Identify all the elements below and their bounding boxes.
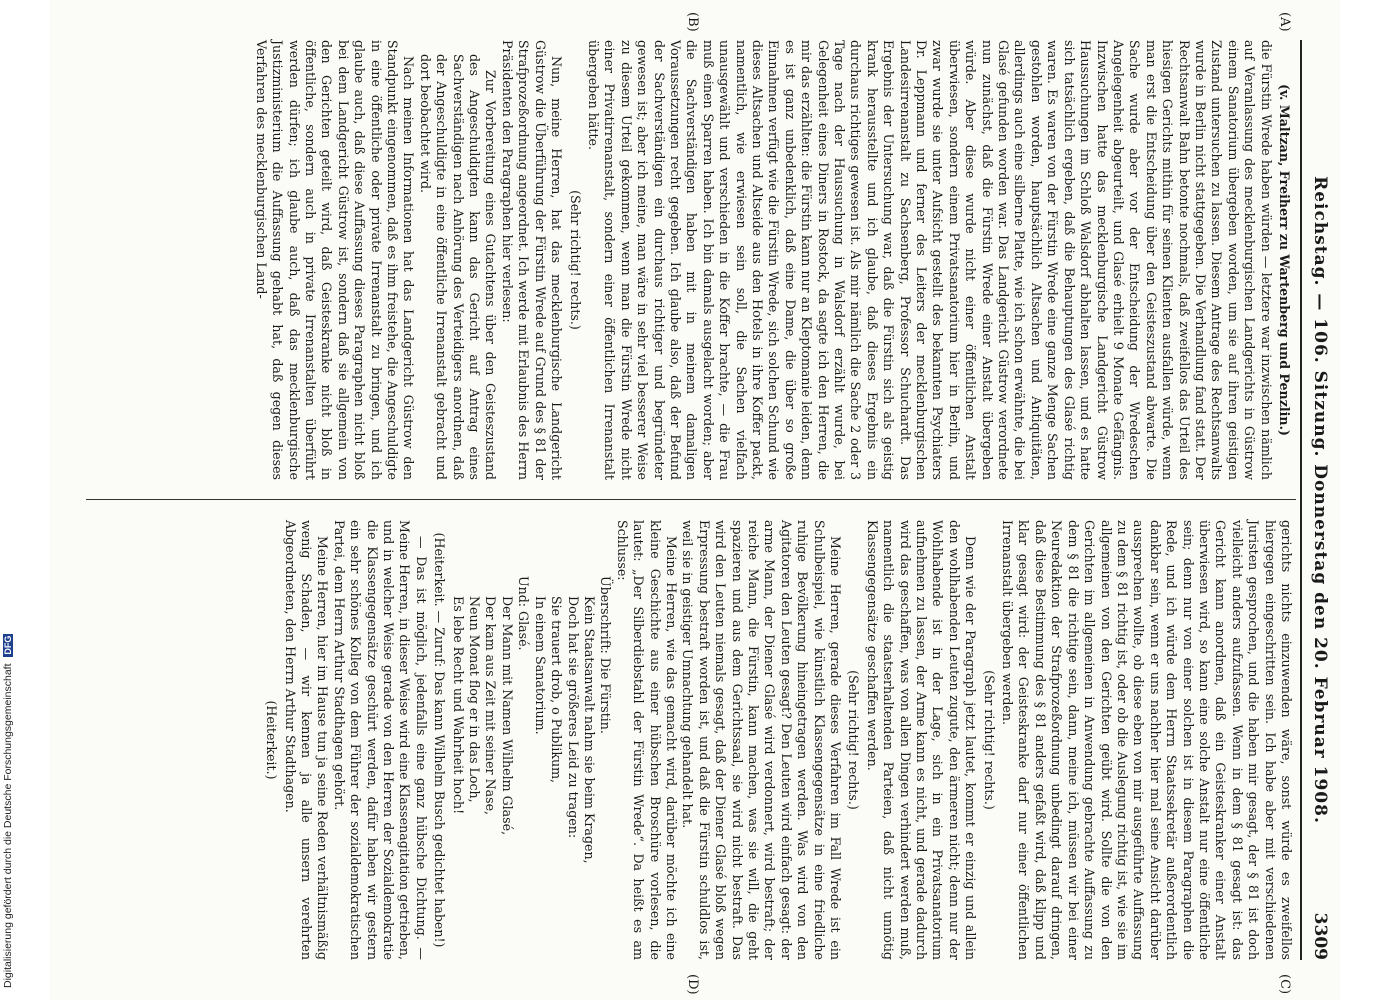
interjection: (Heiterkeit.): [264, 700, 280, 780]
verse-line: Der kam aus Zeit mit seiner Nase,: [483, 596, 499, 816]
right-column: [261, 520, 1294, 960]
verse-line: Kein Staatsanwalt nahm sie beim Kragen,: [581, 596, 597, 864]
interjection: (Sehr richtig! rechts.): [846, 670, 862, 810]
paragraph: Meine Herren, gerade dieses Verfahren im Fall Wrede ist ein Schulbeispiel, wie künstlich Klassengegensätze in eine friedliche ruhige Bevölkerung hineingetragen werden. Was wird von den Agitatoren den Leuten gesagt? Den Leuten wird einfach gesagt: der arme Mann, der Diener Glasé wird verdonnert, wird bestraft; der reiche Mann, die Fürstin, kann machen, was sie will, die geht spazieren und aus dem Gerichtssaal, sie wird nicht bestraft. Das wird den Leuten niemals gesagt, daß der Diener Glasé bloß wegen Erpressung bestraft worden ist, und daß die Fürstin schuldlos ist, weil sie in geistiger Umnachtung gehandelt hat.: [680, 520, 844, 960]
paragraph: Meine Herren, hier im Hause tun ja seine Reden verhältnismäßig wenig Schaden, — wir kennen ja alle unsern verehrten Abgeordneten, den Herrn Arthur Stadthagen.: [282, 520, 331, 960]
verse-line: Doch hat sie größeres Leid zu tragen:: [565, 596, 581, 839]
dfg-logo: DFG: [3, 635, 13, 655]
paragraph: gerichts nichts einzuwenden wäre, sonst würde es zweifellos hiergegen eingeschritten sein. Ich habe aber mit verschiedenen Juristen gesprochen, und die haben mir gesagt, der § 81 ist doch vielleicht anders aufzufassen. Wenn in dem § 81 gesagt ist: das Gericht kann anordnen, daß ein Geisteskranker einer Anstalt überwiesen wird, so kann eine solche Anstalt nur eine öffentliche sein; denn nur von einer solchen ist in diesem Paragraphen die Rede, und ich würde dem Herrn Staatssekretär außerordentlich dankbar sein, wenn er uns nachher hier mal seine Ansicht darüber aussprechen wollte, ob diese eben von mir ausgeführte Auffassung zu dem § 81 richtig ist, oder ob die Auslegung richtig ist, wie sie im allgemeinen von den Gerichten geübt wird. Sollte die von den Gerichten im allgemeinen in Anwendung gebrachte Auffassung zu dem § 81 die richtige sein, dann, meine ich, müssen wir bei einer Neuredaktion der Strafprozeßordnung unbedingt darauf dringen, daß diese Bestimmung des § 81 anders gefaßt wird, daß klipp und klar gesagt wird: der Geisteskranke darf nur einer öffentlichen Irrenanstalt übergeben werden.: [1000, 520, 1294, 960]
margin-mark-b: (B): [685, 12, 700, 32]
verse-line: Sie trauert drob, o Publikum,: [549, 596, 565, 784]
verse-line: In einem Sanatorium.: [532, 596, 548, 735]
margin-mark-c: (C): [1277, 974, 1292, 995]
paragraph: Denn wie der Paragraph jetzt lautet, kommt er einzig und allein den wohlhabenden Leuten zugute, den ärmeren nicht; denn nur der Wohlhabende ist in der Lage, sich in ein Privatsanatorium aufnehmen zu lassen, der Arme kann es nicht, und gerade dadurch wird das geschaffen, was von allen Dingen verhindert werden muß, namentlich die staatserhaltenden Parteien, daß nicht unnötig Klassengegensätze geschaffen werden.: [864, 520, 979, 960]
paragraph: Nun, meine Herren, hat das mecklenburgische Landgericht Güstrow die Überführung der Fürstin Wrede auf Grund des § 81 der Strafprozeßordnung angeordnet. Ich werde mit Erlaubnis des Herrn Präsidenten den Paragraphen hier verlesen:: [499, 40, 565, 480]
paragraph: — Das ist möglich, jedenfalls eine ganz hübsche Dichtung. — Meine Herren, in dieser Weise wird eine Klassenagitation getrieben, und in welcher Weise gerade von den Herren der Sozialdemokratie die Klassengegensätze geschürt werden, dafür haben wir gestern ein sehr schönes Kolleg von dem Führer der sozialdemokratischen Partei, dem Herrn Arthur Stadthagen gehört.: [331, 520, 429, 960]
verse-line: Es lebe Recht und Wahrheit hoch!: [450, 596, 466, 815]
paragraph: Nach meinen Informationen hat das Landgericht Güstrow den Standpunkt eingenommen, daß es ihm freistehe, die Angeschuldigte in eine öffentliche oder private Irrenanstalt zu bringen, und ich glaube auch, daß diese Auffassung dieses Paragraphen nicht bloß bei dem Landgericht Güstrow ist, sondern daß sie allgemein von den Gerichten geteilt wird, daß Geisteskranke nicht bloß in öffentliche, sondern auch in private Irrenanstalten überführt werden dürfen; ich glaube auch, daß das mecklenburgische Justizministerium die Auffassung gehabt hat, daß gegen dieses Verfahren des mecklenburgischen Land-: [253, 40, 417, 480]
interjection: (Heiterkeit. — Zuruf: Das kann Wilhelm Busch gedichtet haben!): [432, 532, 448, 948]
speaker-line: (v. Maltzan, Freiherr zu Wartenberg und Penzlin.): [1277, 84, 1292, 436]
page-number: 3309: [1310, 912, 1330, 960]
page-title: Reichstag. — 106. Sitzung. Donnerstag den 20. Februar 1908.: [1310, 176, 1330, 824]
verse-line: Neun Monat flog er in das Loch,: [467, 596, 483, 803]
page-header: [1304, 40, 1330, 960]
left-column: [252, 40, 1294, 480]
interjection: (Sehr richtig! rechts.): [567, 190, 583, 330]
interjection: (Sehr richtig! rechts.): [981, 670, 997, 810]
margin-mark-d: (D): [685, 974, 700, 995]
margin-mark-a: (A): [1277, 12, 1292, 32]
header-rule: [1300, 40, 1302, 960]
scanned-page: [50, 0, 1340, 1000]
quoted-law-text: Zur Vorbereitung eines Gutachtens über den Geisteszustand des Angeschuldigten kann das Gericht auf Antrag eines Sachverständigen nach Anhörung des Verteidigers anordnen, daß der Angeschuldigte in eine öffentliche Irrenanstalt gebracht und dort beobachtet wird.: [417, 54, 499, 480]
verse-line: Der Mann mit Namen Wilhelm Glasé,: [499, 596, 515, 836]
paragraph: Meine Herren, wie das gemacht wird, darüber möchte ich eine kleine Geschichte aus einer hübschen Broschüre vorlesen, die lautet: „Der Silberdiebstahl der Fürstin Wrede“. Da heißt es am Schlusse:: [614, 520, 679, 960]
sidebar-credit-strip: [0, 0, 22, 1000]
funding-credit-text: Digitalisierung gefördert durch die Deutsche Forschungsgemeinschaft: [2, 663, 14, 988]
funding-credit: [2, 0, 20, 1000]
verse-line: Und: Glasé.: [516, 576, 532, 651]
paragraph: die Fürstin Wrede haben würden — letztere war inzwischen nämlich auf Veranlassung des mecklenburgischen Landgerichts in Güstrow einem Sanatorium übergeben worden, um sie auf ihren geistigen Zustand untersuchen zu lassen. Diesem Antrage des Rechtsanwalts wurde in Berlin nicht stattgegeben. Die Verhandlung fand statt. Der Rechtsanwalt Bahn betonte nochmals, daß zweifellos das Urteil des hiesigen Gerichts mithin für seinen Klienten ausfallen würde, wenn man erst die Entscheidung über den Geisteszustand abwarte. Die Sache wurde aber vor der Entscheidung der Wredeschen Angelegenheit abgeurteilt, und Glasé erhielt 9 Monate Gefängnis. Inzwischen hatte das mecklenburgische Landgericht Güstrow Haussuchungen im Schloß Walsdorf abhalten lassen, und es hatte sich tatsächlich ergeben, daß die Behauptungen des Glasé richtig waren. Es waren von der Fürstin Wrede eine ganze Menge Sachen gestohlen worden, hauptsächlich Altsachen und Antiquitäten, allerdings auch eine silberne Platte, wie ich schon erwähnte, die bei Glasé gefunden worden war. Das Landgericht Güstrow verordnete nun zunächst, daß die Fürstin Wrede einer Anstalt übergeben würde. Aber diese wurde nicht einer öffentlichen Anstalt überwiesen, sondern einem Privatsanatorium hier in Berlin, und zwar wurde sie unter Aufsicht gestellt des bekannten Psychiaters Dr. Leppmann und ferner des Leiters der mecklenburgischen Landesirrenanstalt zu Sachsenberg, Professor Schuchardt. Das Ergebnis der Untersuchung war, daß die Fürstin sich als geistig krank herausstellte und ich glaube, daß dieses Ergebnis ein durchaus richtiges gewesen ist. Als mir nämlich die Sache 2 oder 3 Tage nach der Haussuchung in Walsdorf erzählt wurde, bei Gelegenheit eines Diners in Rostock, da sagte ich den Herren, die mir das erzählten: die Fürstin kann nur an Kleptomanie leiden, denn es ist ganz unbedenklich, daß eine Dame, die über so große Einnahmen verfügt wie die Fürstin Wrede, sich solchen Schund wie dieses Altsachen und Altseide aus den Hotels in ihre Koffer packt, namentlich, wie erwiesen sein soll, die Sachen vielfach unausgewählt und verschieden in die Koffer brachte, — die Frau muß einen Sparren haben. Ich bin damals ausgelacht worden; aber die Sachverständigen haben mit in meinem damaligen Voraussetzungen recht gegeben. Ich glaube also, daß der Befund der Sachverständigen ein durchaus richtiger und begründeter gewesen ist; aber ich meine, man wäre in sehr viel besserer Weise zu diesem Urteil gekommen, wenn man die Fürstin Wrede nicht einer Privatirrenanstalt, sondern einer öffentlichen Irrenanstalt übergeben hätte.: [585, 40, 1274, 480]
column-separator: [86, 499, 1296, 500]
verse-line: Überschrift: Die Fürstin.: [598, 576, 614, 734]
